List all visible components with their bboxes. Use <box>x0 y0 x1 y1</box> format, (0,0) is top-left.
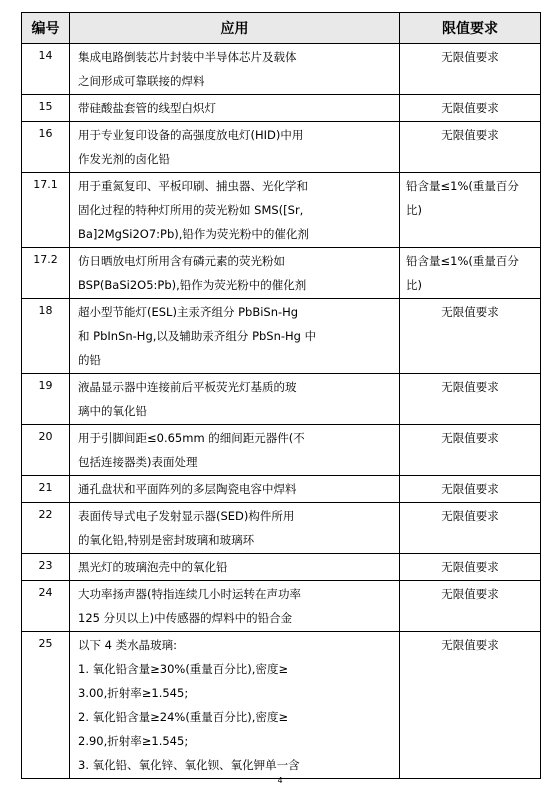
limit-cell <box>400 44 541 95</box>
table-row <box>22 425 541 476</box>
limit-text-line: 无限值要求 <box>441 50 499 64</box>
application-text-line: 用于专业复印设备的高强度放电灯(HID)中用 <box>78 128 304 142</box>
table-row <box>22 95 541 122</box>
table-row <box>22 503 541 554</box>
limit-text-line: 无限值要求 <box>441 509 499 523</box>
application-text-line: BSP(BaSi2O5:Pb),铅作为荧光粉中的催化剂 <box>78 278 307 292</box>
application-text-line: 通孔盘状和平面阵列的多层陶瓷电容中焊料 <box>78 482 297 496</box>
application-text-line: 2.90,折射率≥1.545; <box>78 734 189 748</box>
application-cell <box>70 503 400 554</box>
table-row <box>22 554 541 581</box>
limit-text-line: 无限值要求 <box>441 101 499 115</box>
table-row <box>22 476 541 503</box>
page-number: 4 <box>277 776 283 785</box>
limit-text-line: 无限值要求 <box>441 587 499 601</box>
limit-text-line: 比) <box>406 203 422 217</box>
limit-text-line: 无限值要求 <box>441 431 499 445</box>
application-cell <box>70 248 400 299</box>
application-text-line: 黑光灯的玻璃泡壳中的氧化铅 <box>78 560 228 574</box>
header-limit: 限值要求 <box>400 13 541 44</box>
row-number: 17.1 <box>22 173 70 248</box>
limit-cell <box>400 632 541 779</box>
row-number: 23 <box>22 554 70 581</box>
application-cell <box>70 581 400 632</box>
application-text-line: 3. 氧化铅、氧化锌、氧化钡、氧化钾单一含 <box>78 758 300 772</box>
table-row <box>22 122 541 173</box>
application-text-line: 和 PbInSn-Hg,以及辅助汞齐组分 PbSn-Hg 中 <box>78 329 317 343</box>
limit-text-line: 无限值要求 <box>441 638 499 652</box>
application-text-line: 固化过程的特种灯所用的荧光粉如 SMS([Sr, <box>78 203 304 217</box>
table-row <box>22 299 541 374</box>
row-number: 15 <box>22 95 70 122</box>
application-cell <box>70 95 400 122</box>
limit-cell <box>400 425 541 476</box>
limit-cell <box>400 248 541 299</box>
row-number: 22 <box>22 503 70 554</box>
limit-cell <box>400 173 541 248</box>
application-text-line: 1. 氧化铅含量≥30%(重量百分比),密度≥ <box>78 662 289 676</box>
application-text-line: 以下 4 类水晶玻璃: <box>78 638 178 652</box>
application-cell <box>70 476 400 503</box>
limit-text-line: 无限值要求 <box>441 482 499 496</box>
application-text-line: 作发光剂的卤化铅 <box>78 152 170 166</box>
application-text-line: 包括连接器类)表面处理 <box>78 455 198 469</box>
limit-cell <box>400 299 541 374</box>
limit-text-line: 比) <box>406 278 422 292</box>
application-text-line: 超小型节能灯(ESL)主汞齐组分 PbBiSn-Hg <box>78 305 299 319</box>
header-application: 应用 <box>70 13 400 44</box>
application-text-line: Ba]2MgSi2O7:Pb),铅作为荧光粉中的催化剂 <box>78 227 309 241</box>
table-row <box>22 374 541 425</box>
limit-cell <box>400 374 541 425</box>
row-number: 24 <box>22 581 70 632</box>
application-text-line: 125 分贝以上)中传感器的焊料中的铅合金 <box>78 611 293 625</box>
row-number: 21 <box>22 476 70 503</box>
table-header-row <box>22 13 541 44</box>
limit-text-line: 铅含量≤1%(重量百分 <box>406 179 519 193</box>
application-text-line: 2. 氧化铅含量≥24%(重量百分比),密度≥ <box>78 710 289 724</box>
application-cell <box>70 632 400 779</box>
application-text-line: 璃中的氧化铅 <box>78 404 147 418</box>
limit-text-line: 无限值要求 <box>441 128 499 142</box>
limit-cell <box>400 95 541 122</box>
application-text-line: 用于引脚间距≤0.65mm 的细间距元器件(不 <box>78 431 305 445</box>
application-text-line: 集成电路倒装芯片封装中半导体芯片及载体 <box>78 50 297 64</box>
application-text-line: 用于重氮复印、平板印刷、捕虫器、光化学和 <box>78 179 308 193</box>
table-body <box>22 44 541 779</box>
application-text-line: 的氧化铅,特别是密封玻璃和玻璃环 <box>78 533 255 547</box>
limit-text-line: 无限值要求 <box>441 380 499 394</box>
application-text-line: 3.00,折射率≥1.545; <box>78 686 189 700</box>
application-text-line: 仿日晒放电灯所用含有磷元素的荧光粉如 <box>78 254 285 268</box>
limit-cell <box>400 476 541 503</box>
application-cell <box>70 374 400 425</box>
limit-text-line: 无限值要求 <box>441 560 499 574</box>
table-row <box>22 44 541 95</box>
row-number: 14 <box>22 44 70 95</box>
row-number: 19 <box>22 374 70 425</box>
row-number: 25 <box>22 632 70 779</box>
table-row <box>22 173 541 248</box>
header-number: 编号 <box>22 13 70 44</box>
application-cell <box>70 122 400 173</box>
application-cell <box>70 554 400 581</box>
limit-cell <box>400 554 541 581</box>
application-text-line: 液晶显示器中连接前后平板荧光灯基质的玻 <box>78 380 297 394</box>
application-text-line: 大功率扬声器(特指连续几小时运转在声功率 <box>78 587 301 601</box>
table-row <box>22 248 541 299</box>
application-cell <box>70 44 400 95</box>
application-text-line: 表面传导式电子发射显示器(SED)构件所用 <box>78 509 295 523</box>
application-text-line: 带硅酸盐套管的线型白炽灯 <box>78 101 216 115</box>
row-number: 20 <box>22 425 70 476</box>
limit-cell <box>400 581 541 632</box>
application-cell <box>70 173 400 248</box>
application-cell <box>70 299 400 374</box>
table-row <box>22 581 541 632</box>
limit-cell <box>400 503 541 554</box>
row-number: 18 <box>22 299 70 374</box>
table-row <box>22 632 541 779</box>
application-text-line: 的铅 <box>78 353 101 367</box>
application-cell <box>70 425 400 476</box>
application-text-line: 之间形成可靠联接的焊料 <box>78 74 205 88</box>
restriction-table <box>21 12 541 779</box>
row-number: 17.2 <box>22 248 70 299</box>
limit-cell <box>400 122 541 173</box>
limit-text-line: 铅含量≤1%(重量百分 <box>406 254 519 268</box>
row-number: 16 <box>22 122 70 173</box>
limit-text-line: 无限值要求 <box>441 305 499 319</box>
